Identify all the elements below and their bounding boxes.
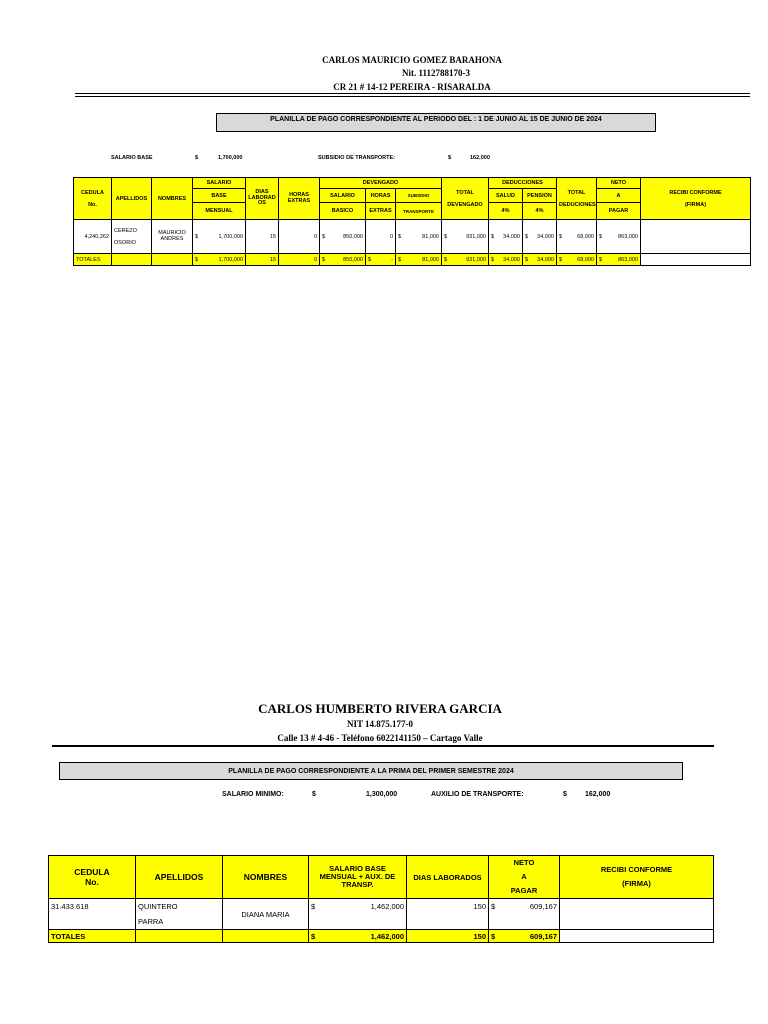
col-neto-2: NETO A PAGAR: [489, 856, 560, 899]
col-horas-extras: HORAS: [366, 189, 396, 203]
subsidio-label: SUBSIDIO DE TRANSPORTE:: [318, 155, 396, 161]
employer-address: CR 21 # 14-12 PEREIRA - RISARALDA: [333, 82, 491, 92]
col-dias-2: DIAS LABORADOS: [407, 856, 489, 899]
header-rule: [75, 93, 750, 94]
col-deducciones: DEDUCCIONES: [489, 178, 557, 189]
col-neto: NETO: [597, 178, 641, 189]
col-cedula-2: CEDULA No.: [49, 856, 136, 899]
col-nombres: NOMBRES: [152, 178, 193, 220]
col-recibi-2: RECIBI CONFORME (FIRMA): [560, 856, 714, 899]
col-total-devengado: TOTAL DEVENGADO: [442, 178, 489, 220]
col-devengado: DEVENGADO: [320, 178, 442, 189]
employer-nit-2: NIT 14.875.177-0: [346, 719, 414, 729]
salario-base-value: 1,700,000: [218, 155, 243, 161]
col-total-deducciones: TOTAL DEDUCIONES: [557, 178, 597, 220]
col-subsidio: SUBSIDIO: [396, 189, 442, 203]
planilla-table-1: CEDULA No. APELLIDOS NOMBRES SALARIO DIAS LABORAD OS HORAS EXTRAS DEVENGADO TOTAL DEVENGADO DEDUCCIONES TOTAL DEDUCIONES NETO RECIBI CONFORME (FIRMA) BASE SALARIO HORAS SUBSIDIO SALUD PENSION A MENSUAL BASICO EXTRAS TRANSPORTE 4% 4% PAGAR 4,240,262 CEREZO OSORIO MAURICIO ANDRES $ 1,700,000 15 0 $ 850,000 0 $ 81,000 $ 931,000 $ 34,000 $ 34,000 $ 68,000 $ 863,000 TOTALES $ 1,700,000 15 0 $ 850,000 $ - $ 81,000 $ 931,000 $ 34,000 $ 34,000 $ 68,000 $ 863,000: [73, 177, 751, 266]
col-apellidos-2: APELLIDOS: [136, 856, 223, 899]
col-salario-basico: SALARIO: [320, 189, 366, 203]
salario-minimo-label: SALARIO MINIMO:: [222, 791, 284, 798]
auxilio-label: AUXILIO DE TRANSPORTE:: [431, 791, 524, 798]
subsidio-value: 162,000: [470, 155, 490, 161]
auxilio-currency: $: [563, 791, 567, 798]
subsidio-currency: $: [448, 155, 452, 161]
employer-nit: Nit. 1112788170-3: [401, 68, 470, 78]
col-dias: DIAS LABORAD OS: [246, 178, 279, 220]
header-rule-2: [52, 745, 714, 747]
auxilio-value: 162,000: [585, 791, 611, 798]
col-pension: PENSION: [523, 189, 557, 203]
col-horas: HORAS EXTRAS: [279, 178, 320, 220]
salario-base-label: SALARIO BASE: [111, 155, 153, 161]
totals-row: TOTALES $ 1,700,000 15 0 $ 850,000 $ - $ 81,000 $ 931,000 $ 34,000 $ 34,000 $ 68,000 $ 863,000: [74, 254, 751, 266]
table-row: 4,240,262 CEREZO OSORIO MAURICIO ANDRES $ 1,700,000 15 0 $ 850,000 0 $ 81,000 $ 931,000 $ 34,000 $ 34,000 $ 68,000 $ 863,000: [74, 220, 751, 254]
col-salario-base: SALARIO: [193, 178, 246, 189]
header-rule: [75, 96, 750, 97]
col-recibi: RECIBI CONFORME (FIRMA): [641, 178, 751, 220]
firma-cell: [641, 220, 751, 254]
col-cedula: CEDULA No.: [74, 178, 112, 220]
salario-minimo-currency: $: [312, 791, 316, 798]
col-nombres-2: NOMBRES: [223, 856, 309, 899]
table-row: 31.433.618 QUINTERO PARRA DIANA MARIA $ 1,462,000 150 $ 609,167: [49, 899, 714, 930]
firma-cell-2: [560, 899, 714, 930]
employer-address-2: Calle 13 # 4-46 - Teléfono 6022141150 – Cartago Valle: [277, 733, 483, 743]
col-apellidos: APELLIDOS: [112, 178, 152, 220]
totals-row-2: TOTALES $ 1,462,000 150 $ 609,167: [49, 930, 714, 943]
employer-name-2: CARLOS HUMBERTO RIVERA GARCIA: [258, 701, 502, 716]
planilla-title: PLANILLA DE PAGO CORRESPONDIENTE AL PERIODO DEL : 1 DE JUNIO AL 15 DE JUNIO DE 2024: [216, 113, 656, 132]
employer-name: CARLOS MAURICIO GOMEZ BARAHONA: [322, 55, 502, 65]
col-salario-2: SALARIO BASE MENSUAL + AUX. DE TRANSP.: [309, 856, 407, 899]
salario-base-currency: $: [195, 155, 199, 161]
salario-minimo-value: 1,300,000: [366, 791, 398, 798]
planilla-title-2: PLANILLA DE PAGO CORRESPONDIENTE A LA PRIMA DEL PRIMER SEMESTRE 2024: [59, 762, 683, 780]
planilla-table-2: [48, 855, 714, 943]
col-salud: SALUD: [489, 189, 523, 203]
